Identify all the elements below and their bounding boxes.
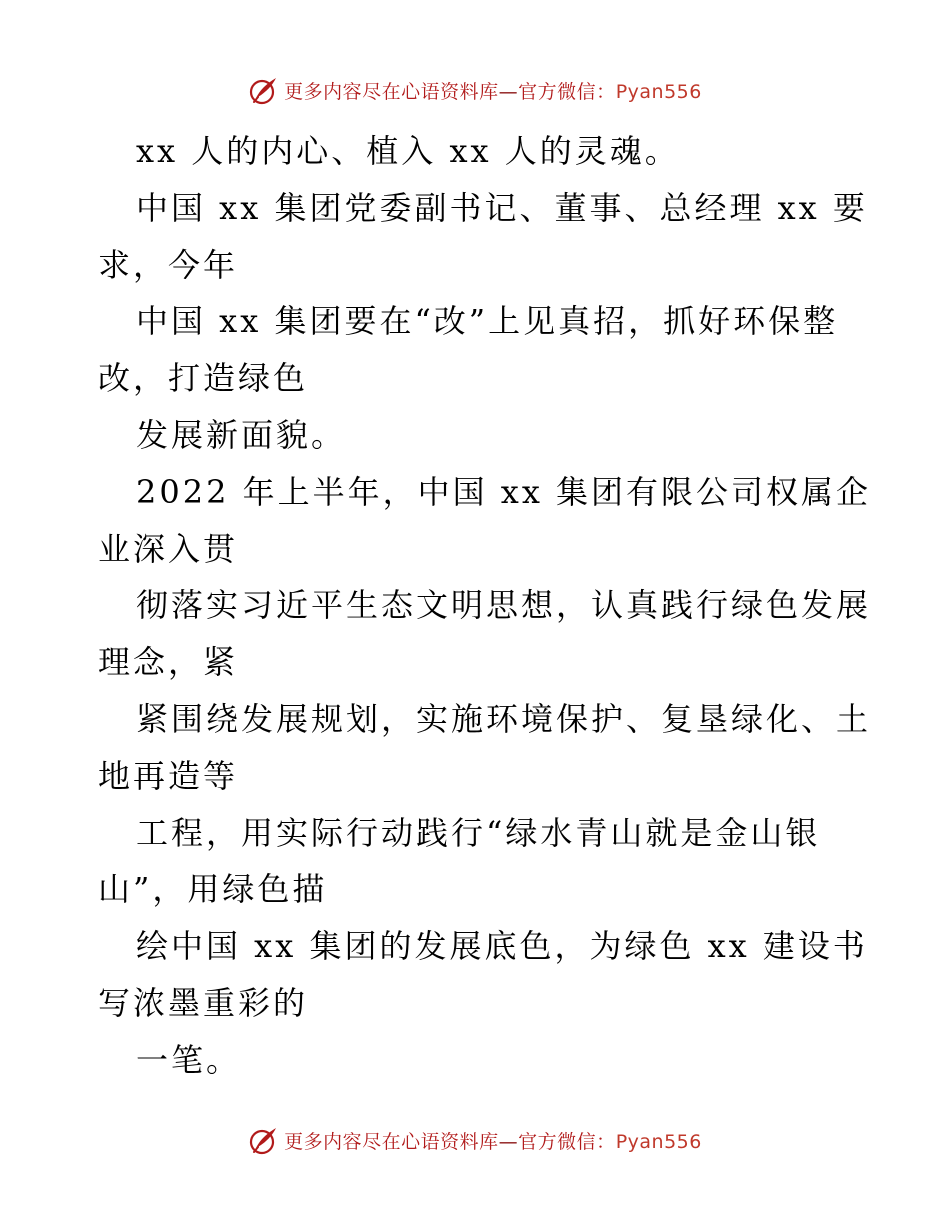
banner-wechat-id: Pyan556 xyxy=(615,80,702,103)
text-line: 中国 xx 集团党委副书记、董事、总经理 xx 要 xyxy=(136,188,868,227)
banner-wechat-label: 官方微信： xyxy=(518,1130,616,1153)
text-line: 2022 年上半年，中国 xx 集团有限公司权属企 xyxy=(136,472,872,511)
text-line: 改，打造绿色 xyxy=(98,359,309,398)
text-line: 写浓墨重彩的 xyxy=(98,983,309,1022)
document-body xyxy=(98,123,872,1089)
text-line: xx 人的内心、植入 xx 人的灵魂。 xyxy=(136,132,680,170)
text-line: 地再造等 xyxy=(98,756,239,795)
text-line: 一笔。 xyxy=(136,1040,242,1079)
banner-site-text: 更多内容尽在心语资料库 xyxy=(284,80,499,103)
text-line: 紧围绕发展规划，实施环境保护、复垦绿化、土 xyxy=(136,699,872,738)
banner-text xyxy=(284,77,702,104)
text-line: 绘中国 xx 集团的发展底色，为绿色 xx 建设书 xyxy=(136,927,868,966)
text-line: 山”，用绿色描 xyxy=(98,870,328,909)
banner-separator: — xyxy=(498,1130,519,1153)
footer-banner xyxy=(0,1120,950,1160)
text-line: 求，今年 xyxy=(98,245,239,284)
banner-text xyxy=(284,1127,702,1154)
text-line: 工程，用实际行动践行“绿水青山就是金山银 xyxy=(136,813,821,852)
quill-pen-icon xyxy=(248,1124,280,1156)
text-line: 中国 xx 集团要在“改”上见真招，抓好环保整 xyxy=(136,302,839,341)
banner-wechat-label: 官方微信： xyxy=(518,80,616,103)
text-line: 彻落实习近平生态文明思想，认真践行绿色发展 xyxy=(136,586,872,625)
text-line: 发展新面貌。 xyxy=(136,415,347,454)
banner-separator: — xyxy=(498,80,519,103)
text-line: 业深入贯 xyxy=(98,529,239,568)
banner-site-text: 更多内容尽在心语资料库 xyxy=(284,1130,499,1153)
header-banner xyxy=(0,70,950,110)
text-line: 理念，紧 xyxy=(98,643,239,682)
quill-pen-icon xyxy=(248,74,280,106)
banner-wechat-id: Pyan556 xyxy=(615,1130,702,1153)
